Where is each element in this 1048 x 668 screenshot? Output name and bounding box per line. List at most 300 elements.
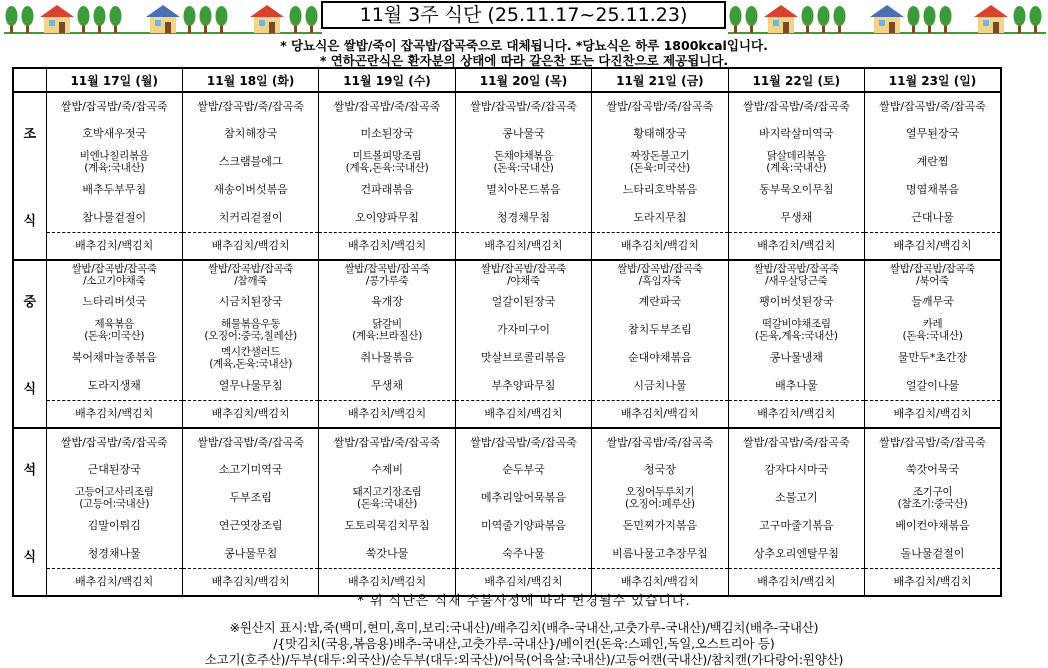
menu-cell [592, 344, 728, 372]
dinner-label-top: 석 [13, 428, 46, 540]
menu-item: 닭갈비 [372, 318, 402, 330]
menu-cell [728, 512, 864, 540]
menu-cell [592, 484, 728, 512]
menu-item: (계육:브라질산) [352, 330, 422, 342]
menu-cell [46, 92, 182, 120]
menu-cell [182, 92, 318, 120]
menu-item: 고등어고사리조림 [74, 486, 154, 498]
menu-cell [592, 512, 728, 540]
menu-cell [728, 176, 864, 204]
menu-item: 배추두부무침 [82, 183, 147, 196]
menu-item: (오징어:중국,칠레산) [204, 330, 297, 342]
menu-item: 도라지생채 [87, 378, 141, 392]
menu-item: 콩나물무침 [224, 546, 278, 560]
menu-cell [46, 484, 182, 512]
menu-cell [319, 344, 455, 372]
menu-item: 순두부국 [502, 463, 545, 476]
menu-cell [592, 288, 728, 316]
menu-cell [592, 316, 728, 344]
menu-item: 물만두*초간장 [897, 351, 968, 364]
menu-item: (계육:국내산) [766, 162, 827, 174]
menu-item: 배추김치/백김치 [893, 238, 972, 252]
menu-cell [592, 428, 728, 456]
dinner-menu-row [13, 428, 1001, 456]
menu-cell [865, 540, 1001, 568]
menu-cell [182, 232, 318, 260]
breakfast-menu-row [13, 204, 1001, 232]
menu-item: 쌀밥/잡곡밥/잡곡죽 [617, 262, 703, 275]
menu-item: 떡갈비야채조림 [761, 318, 831, 330]
breakfast-section [13, 92, 1001, 260]
menu-cell [592, 176, 728, 204]
menu-item: 배추김치/백김치 [75, 238, 154, 252]
menu-item: 팽이버섯된장국 [759, 295, 834, 308]
menu-cell [182, 176, 318, 204]
menu-item: 배추김치/백김치 [75, 406, 154, 420]
menu-item: 비름나물고추장무침 [612, 546, 708, 560]
menu-item: 바지락살미역국 [759, 127, 834, 140]
menu-item: 쌀밥/잡곡밥/죽/잡곡죽 [333, 435, 441, 449]
menu-item: 근대나물 [911, 210, 954, 224]
menu-item: 쌀밥/잡곡밥/죽/잡곡죽 [333, 99, 441, 113]
menu-cell [46, 204, 182, 232]
menu-item: (돈육,계육:국내산) [754, 330, 838, 342]
menu-item: 청경채무침 [496, 210, 551, 224]
menu-item: 도라지무침 [633, 210, 687, 224]
menu-cell [319, 400, 455, 428]
menu-cell [592, 148, 728, 176]
menu-cell [865, 288, 1001, 316]
menu-item: 연근엿장조림 [218, 519, 283, 532]
menu-item: 돈채야채볶음 [493, 150, 553, 162]
menu-cell [865, 92, 1001, 120]
menu-cell [865, 316, 1001, 344]
menu-cell [46, 120, 182, 148]
menu-item: /북어죽 [916, 274, 949, 287]
menu-item: 고구마줄기볶음 [759, 519, 834, 532]
day-header: 11월 20일 (목) [455, 68, 591, 92]
menu-item: 두부조림 [229, 491, 272, 504]
menu-cell [182, 288, 318, 316]
menu-item: 쌀밥/잡곡밥/죽/잡곡죽 [197, 99, 305, 113]
menu-item: 계란찜 [916, 155, 949, 168]
origin-info-line: 소고기(호주산)/두부(대두:외국산)/순두부(대두:외국산)/어묵(어육살:국내산)/고등어캔(국내산)/참치캔(가다랑어:원양산) [204, 652, 844, 667]
menu-item: 청국장 [643, 463, 676, 476]
menu-change-notice: * 위 식단은 식재 수불사정에 따라 변경될수 있습니다. [357, 594, 691, 609]
menu-item: 상추오리엔탈무침 [753, 546, 839, 560]
menu-item: 멕시칸샐러드 [221, 346, 281, 358]
menu-cell [592, 400, 728, 428]
menu-item: 배추김치/백김치 [757, 406, 836, 420]
menu-item: 쌀밥/잡곡밥/죽/잡곡죽 [879, 99, 986, 113]
menu-item: 참치해장국 [224, 127, 278, 140]
menu-item: 배추김치/백김치 [757, 238, 836, 252]
menu-item: 배추김치/백김치 [484, 574, 563, 588]
diabetic-diet-notice: * 당뇨식은 쌀밥/죽이 잡곡밥/잡곡죽으로 대체됩니다. *당뇨식은 하루 1800kcal입니다. [280, 38, 768, 53]
menu-cell [592, 232, 728, 260]
lunch-menu-row [13, 260, 1001, 288]
menu-cell [319, 204, 455, 232]
menu-cell [865, 456, 1001, 484]
menu-item: 배추김치/백김치 [757, 574, 836, 588]
menu-item: 시금치된장국 [218, 295, 283, 308]
menu-item: 수제비 [371, 463, 403, 476]
menu-cell [182, 344, 318, 372]
menu-cell [46, 176, 182, 204]
menu-item: 배추김치/백김치 [211, 238, 290, 252]
menu-item: 배추김치/백김치 [211, 574, 290, 588]
menu-cell [46, 456, 182, 484]
menu-cell [865, 260, 1001, 288]
lunch-menu-row [13, 400, 1001, 428]
menu-cell [319, 288, 455, 316]
menu-item: 오이양파무침 [355, 210, 419, 224]
menu-item: 베이컨야채볶음 [895, 519, 970, 532]
menu-item: 배추나물 [775, 378, 818, 392]
menu-item: 미트볼피망조림 [352, 150, 422, 162]
menu-item: 쌀밥/잡곡밥/죽/잡곡죽 [606, 99, 714, 113]
menu-cell [728, 540, 864, 568]
day-header: 11월 19일 (수) [319, 68, 455, 92]
menu-item: 들깨무국 [911, 295, 954, 308]
menu-item: 배추김치/백김치 [893, 574, 972, 588]
menu-cell [455, 540, 591, 568]
menu-cell [865, 484, 1001, 512]
menu-cell [592, 120, 728, 148]
menu-cell [455, 456, 591, 484]
menu-cell [182, 400, 318, 428]
menu-cell [728, 316, 864, 344]
menu-item: 배추김치/백김치 [893, 406, 972, 420]
menu-item: 쌀밥/잡곡밥/잡곡죽 [208, 262, 294, 275]
menu-cell [182, 260, 318, 288]
menu-item: 미소된장국 [360, 127, 414, 140]
menu-cell [46, 540, 182, 568]
menu-item: 제육볶음 [94, 318, 134, 330]
dinner-menu-row [13, 456, 1001, 484]
menu-item: 열무나물무침 [218, 378, 283, 392]
menu-cell [182, 204, 318, 232]
menu-cell [455, 260, 591, 288]
menu-cell [46, 288, 182, 316]
menu-item: 비엔나칠리볶음 [79, 150, 149, 162]
menu-cell [182, 512, 318, 540]
menu-cell [455, 428, 591, 456]
menu-item: 근대된장국 [87, 463, 141, 476]
menu-cell [319, 92, 455, 120]
menu-item: 쌀밥/잡곡밥/죽/잡곡죽 [60, 435, 168, 449]
menu-cell [182, 456, 318, 484]
menu-item: (계육:국내산) [84, 162, 145, 174]
menu-item: 카레 [922, 318, 943, 330]
menu-item: 멸치아몬드볶음 [486, 183, 561, 196]
menu-item: 쑥갓나물 [365, 546, 409, 560]
dysphagia-diet-notice: * 연하곤란식은 환자분의 상태에 따라 갈은찬 또는 다진찬으로 제공됩니다. [319, 53, 729, 68]
menu-item: 메추리알어묵볶음 [480, 491, 566, 504]
menu-cell [182, 148, 318, 176]
menu-cell [592, 204, 728, 232]
dinner-menu-row [13, 484, 1001, 512]
menu-item: 배추김치/백김치 [348, 406, 427, 420]
menu-item: 동부묵오이무침 [759, 183, 834, 196]
menu-item: 계란파국 [638, 295, 682, 308]
breakfast-menu-row [13, 176, 1001, 204]
menu-item: 김말이튀김 [87, 519, 141, 532]
menu-item: /참깨죽 [234, 274, 268, 287]
menu-cell [592, 372, 728, 400]
menu-item: 쌀밥/잡곡밥/죽/잡곡죽 [742, 99, 850, 113]
menu-cell [319, 428, 455, 456]
menu-item: 새송이버섯볶음 [213, 183, 288, 196]
menu-item: 쌀밥/잡곡밥/죽/잡곡죽 [470, 435, 577, 449]
menu-cell [728, 288, 864, 316]
menu-item: 쌀밥/잡곡밥/잡곡죽 [344, 262, 430, 275]
menu-item: 무생채 [780, 210, 813, 224]
menu-item: 배추김치/백김치 [484, 406, 563, 420]
lunch-label-top: 중 [13, 260, 46, 372]
menu-item: /콩가루죽 [365, 274, 409, 287]
menu-title: 11월 3주 식단 (25.11.17~25.11.23) [321, 1, 726, 29]
menu-item: 쌀밥/잡곡밥/죽/잡곡죽 [606, 435, 714, 449]
day-header: 11월 23일 (일) [865, 68, 1001, 92]
corner-cell [13, 68, 46, 92]
menu-cell [182, 316, 318, 344]
menu-cell [592, 92, 728, 120]
menu-cell [455, 120, 591, 148]
menu-item: 쌀밥/잡곡밥/죽/잡곡죽 [742, 435, 850, 449]
menu-item: 미역줄기양파볶음 [480, 519, 566, 532]
menu-cell [46, 316, 182, 344]
menu-cell [865, 344, 1001, 372]
menu-cell [728, 428, 864, 456]
menu-item: 명엽채볶음 [905, 183, 960, 196]
menu-cell [46, 232, 182, 260]
menu-cell [592, 540, 728, 568]
menu-cell [728, 484, 864, 512]
menu-cell [182, 428, 318, 456]
menu-item: 맛살브로콜리볶음 [480, 351, 566, 364]
menu-cell [319, 260, 455, 288]
menu-item: (돈육:미국산) [629, 162, 690, 174]
menu-cell [182, 120, 318, 148]
menu-cell [455, 512, 591, 540]
menu-cell [182, 372, 318, 400]
menu-item: 얼갈이나물 [905, 378, 960, 392]
menu-cell [455, 92, 591, 120]
menu-item: 쌀밥/잡곡밥/잡곡죽 [889, 262, 976, 275]
lunch-menu-row [13, 344, 1001, 372]
menu-cell [455, 148, 591, 176]
menu-cell [46, 428, 182, 456]
breakfast-menu-row [13, 120, 1001, 148]
menu-cell [455, 288, 591, 316]
menu-item: 느타리버섯국 [82, 295, 147, 308]
menu-item: 닭살데리볶음 [766, 150, 826, 162]
lunch-label-bottom: 식 [13, 372, 46, 428]
menu-item: /흑임자죽 [638, 274, 682, 287]
menu-item: 가자미구이 [496, 323, 551, 336]
breakfast-label-top: 조 [13, 92, 46, 204]
menu-cell [728, 92, 864, 120]
menu-cell [46, 372, 182, 400]
menu-cell [455, 176, 591, 204]
menu-item: (계육,돈육:국내산) [345, 162, 429, 174]
menu-item: 쌀밥/잡곡밥/죽/잡곡죽 [60, 99, 168, 113]
menu-item: 도토리묵김치무침 [344, 519, 430, 532]
menu-cell [865, 400, 1001, 428]
menu-cell [319, 176, 455, 204]
menu-item: 쌀밥/잡곡밥/잡곡죽 [71, 262, 157, 275]
menu-item: 참치두부조림 [628, 323, 692, 336]
menu-item: 호박새우젓국 [82, 127, 147, 140]
menu-item: 소불고기 [775, 491, 818, 504]
menu-item: 배추김치/백김치 [484, 238, 563, 252]
menu-cell [865, 148, 1001, 176]
dinner-menu-row [13, 512, 1001, 540]
menu-item: 배추김치/백김치 [348, 574, 427, 588]
menu-item: 치커리겉절이 [218, 210, 283, 224]
menu-item: 짜장돈불고기 [630, 150, 690, 162]
menu-item: 쌀밥/잡곡밥/죽/잡곡죽 [879, 435, 986, 449]
menu-item: 배추김치/백김치 [620, 406, 699, 420]
menu-cell [46, 344, 182, 372]
dinner-label-bottom: 식 [13, 540, 46, 596]
menu-cell [46, 260, 182, 288]
menu-item: 열무된장국 [905, 127, 960, 140]
menu-cell [728, 260, 864, 288]
menu-item: 얼갈이된장국 [491, 295, 556, 308]
village-illustration-left [4, 2, 322, 34]
menu-item: 돈민찌가지볶음 [622, 519, 698, 532]
menu-cell [728, 456, 864, 484]
menu-cell [865, 176, 1001, 204]
menu-item: 황태해장국 [633, 127, 687, 140]
menu-cell [592, 260, 728, 288]
lunch-menu-row [13, 316, 1001, 344]
menu-cell [865, 120, 1001, 148]
menu-cell [319, 540, 455, 568]
breakfast-label-bottom: 식 [13, 204, 46, 260]
menu-cell [455, 372, 591, 400]
menu-item: 북어채마늘종볶음 [71, 351, 157, 364]
lunch-section [13, 260, 1001, 428]
menu-cell [728, 120, 864, 148]
menu-cell [182, 540, 318, 568]
menu-cell [319, 456, 455, 484]
menu-cell [728, 372, 864, 400]
menu-item: (참조기:중국산) [897, 498, 968, 510]
lunch-menu-row [13, 288, 1001, 316]
day-header: 11월 17일 (월) [46, 68, 182, 92]
menu-cell [455, 204, 591, 232]
menu-cell [46, 400, 182, 428]
origin-info-line: /{맛김치(국용,볶음용)배추-국내산,고춧가루-국내산}/베이컨(돈육:스페인,독일,오스트리아 등) [273, 636, 775, 651]
day-header-row [13, 68, 1001, 92]
menu-cell [728, 148, 864, 176]
menu-item: 배추김치/백김치 [75, 574, 154, 588]
menu-item: 무생채 [371, 378, 403, 392]
menu-item: 취나물볶음 [360, 351, 414, 364]
menu-cell [865, 232, 1001, 260]
menu-cell [319, 512, 455, 540]
menu-item: 육개장 [371, 295, 403, 308]
origin-info-line: ※원산지 표시:밥,죽(백미,현미,흑미,보리:국내산)/배추김치(배추-국내산,고춧가루-국내산)/백김치(배추-국내산) [229, 620, 819, 635]
dinner-section [13, 428, 1001, 596]
menu-item: 돌나물겉절이 [900, 546, 965, 560]
page-header [0, 0, 1048, 36]
menu-item: 쌀밥/잡곡밥/잡곡죽 [753, 262, 839, 275]
menu-item: (돈육:미국산) [84, 330, 145, 342]
menu-item: 느타리호박볶음 [622, 183, 698, 196]
menu-item: 쌀밥/잡곡밥/죽/잡곡죽 [470, 99, 577, 113]
menu-cell [455, 316, 591, 344]
menu-cell [865, 372, 1001, 400]
menu-cell [592, 456, 728, 484]
breakfast-menu-row [13, 148, 1001, 176]
lunch-menu-row [13, 372, 1001, 400]
menu-item: 감자다시마국 [764, 463, 829, 476]
menu-cell [728, 344, 864, 372]
weekly-menu-table [12, 67, 1002, 597]
menu-cell [319, 484, 455, 512]
menu-item: 소고기미역국 [218, 463, 283, 476]
menu-item: 배추김치/백김치 [348, 238, 427, 252]
menu-item: 건파래볶음 [360, 183, 414, 196]
menu-item: 조기구이 [912, 486, 953, 498]
menu-item: 배추김치/백김치 [620, 574, 699, 588]
menu-item: /새우살당근죽 [765, 274, 828, 287]
dinner-menu-row [13, 540, 1001, 568]
menu-item: 쌀밥/잡곡밥/죽/잡곡죽 [197, 435, 305, 449]
menu-item: (계육,돈육:국내산) [209, 358, 293, 370]
menu-item: 청경채나물 [87, 546, 141, 560]
menu-item: /소고기야채죽 [83, 274, 146, 287]
menu-cell [455, 484, 591, 512]
menu-item: (오징어:페루산) [624, 498, 695, 510]
menu-item: 참나물겉절이 [82, 210, 147, 224]
menu-item: 스크램블에그 [218, 155, 283, 168]
menu-item: 콩나물냉채 [769, 351, 823, 364]
menu-item: 콩나물국 [502, 127, 545, 140]
menu-cell [46, 148, 182, 176]
menu-cell [182, 484, 318, 512]
menu-item: 배추김치/백김치 [211, 406, 290, 420]
menu-cell [319, 316, 455, 344]
menu-cell [46, 512, 182, 540]
menu-item: /야채죽 [507, 274, 540, 287]
menu-cell [455, 232, 591, 260]
menu-item: 해물볶음우동 [221, 318, 281, 330]
menu-cell [728, 232, 864, 260]
menu-item: (고등어:국내산) [79, 498, 150, 510]
menu-item: 배추김치/백김치 [620, 238, 699, 252]
menu-item: 쌀밥/잡곡밥/잡곡죽 [480, 262, 567, 275]
menu-cell [319, 148, 455, 176]
menu-item: 쑥갓어묵국 [905, 463, 960, 476]
menu-cell [319, 372, 455, 400]
menu-cell [319, 232, 455, 260]
menu-item: (돈육:국내산) [357, 498, 418, 510]
menu-cell [728, 400, 864, 428]
menu-cell [728, 204, 864, 232]
menu-item: 시금치나물 [633, 378, 687, 392]
menu-item: 오징어두루치기 [625, 486, 695, 498]
menu-item: 돼지고기장조림 [352, 486, 422, 498]
day-header: 11월 21일 (금) [592, 68, 728, 92]
menu-item: (돈육:국내산) [493, 162, 554, 174]
day-header: 11월 18일 (화) [182, 68, 318, 92]
village-illustration-right [728, 2, 1046, 34]
